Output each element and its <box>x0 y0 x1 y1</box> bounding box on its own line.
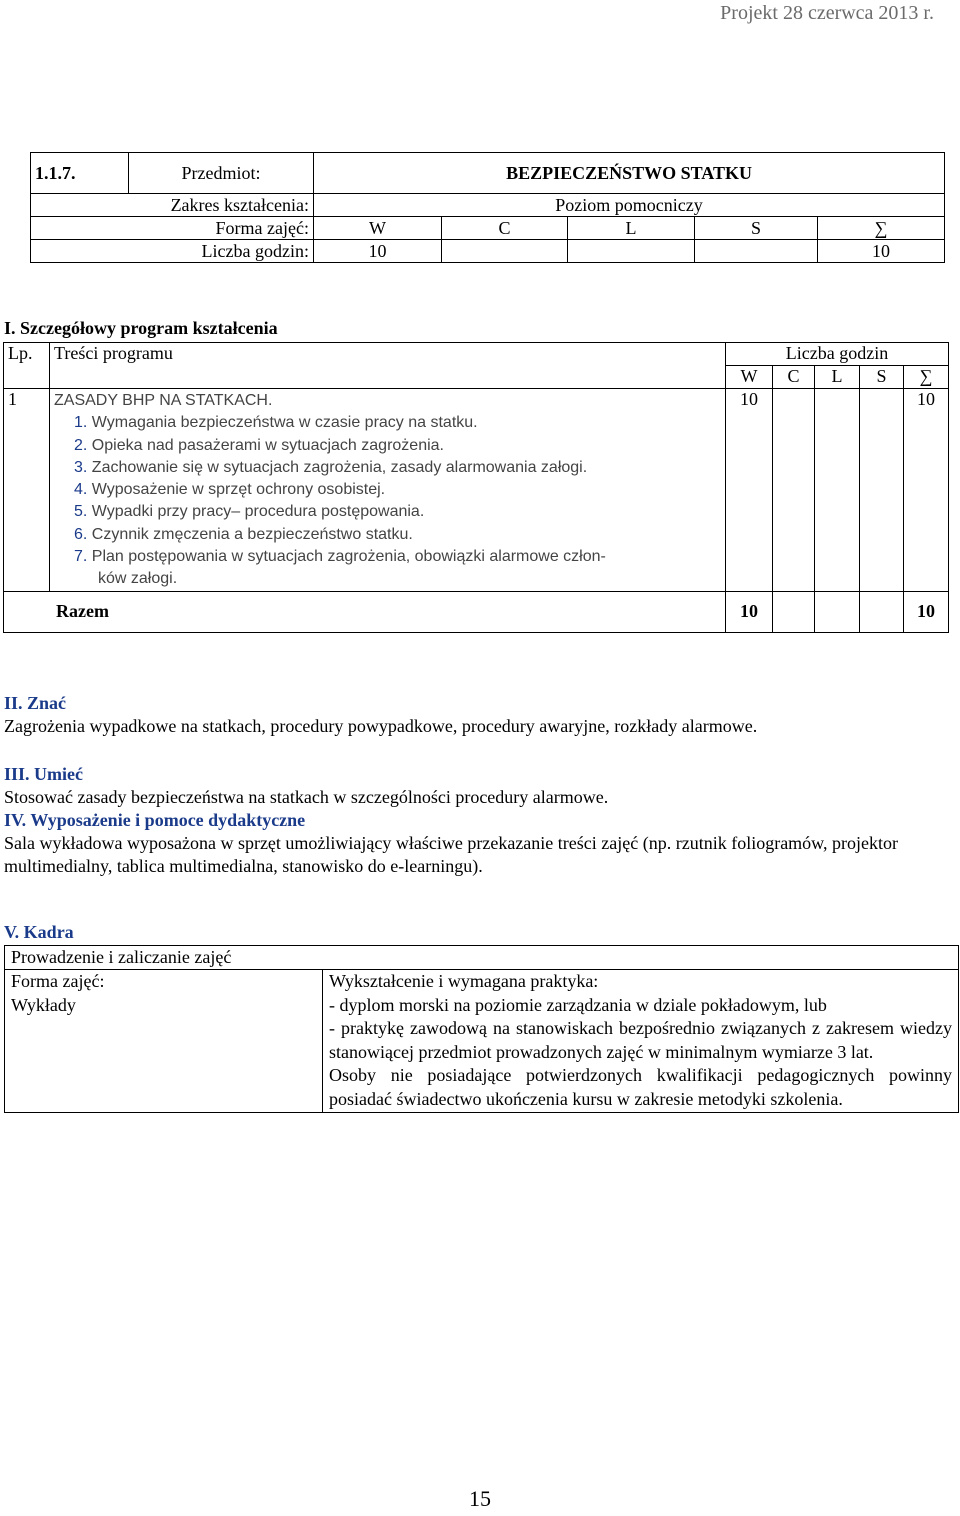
list-item: 1. Wymagania bezpieczeństwa w czasie pracy na statku. <box>74 414 478 432</box>
hour-col-w: W <box>726 366 773 389</box>
total-row <box>4 591 949 632</box>
row-lp: 1 <box>4 389 50 592</box>
list-item-continuation: ków załogi. <box>98 570 178 588</box>
list-item: 7. Plan postępowania w sytuacjach zagrożenia, obowiązki alarmowe człon- <box>74 548 606 566</box>
staff-edu-line2: - praktykę zawodową na stanowiskach bezpośrednio związanych z zakresem wiedzy stanowiącej przedmiot prowadzonych zajęć w minimalnym wymiarze 3 lat. <box>329 1018 953 1062</box>
program-section-title: I. Szczegółowy program kształcenia <box>4 318 278 338</box>
staff-title: V. Kadra <box>4 922 74 942</box>
skills-section <box>4 763 944 809</box>
form-label: Forma zajęć: <box>31 217 314 240</box>
col-hours: Liczba godzin <box>726 343 949 366</box>
list-item: 3. Zachowanie się w sytuacjach zagrożenia, zasady alarmowania załogi. <box>74 458 588 476</box>
skills-text: Stosować zasady bezpieczeństwa na statkach w szczególności procedury alarmowe. <box>4 787 609 807</box>
list-item: 2. Opieka nad pasażerami w sytuacjach zagrożenia. <box>74 436 444 454</box>
row-title: ZASADY BHP NA STATKACH. <box>54 392 273 409</box>
total-sum: 10 <box>904 591 949 632</box>
staff-header: Prowadzenie i zaliczanie zajęć <box>5 946 959 970</box>
form-col-w: W <box>314 217 442 240</box>
staff-form-value: Wykłady <box>11 994 76 1015</box>
staff-table <box>4 945 959 1113</box>
subject-info-table <box>30 152 945 263</box>
equipment-section <box>4 809 944 878</box>
staff-edu-label: Wykształcenie i wymagana praktyka: <box>329 971 599 991</box>
page-number: 15 <box>469 1486 491 1511</box>
form-col-l: L <box>568 217 695 240</box>
form-col-s: S <box>695 217 818 240</box>
row-hours-w: 10 <box>726 389 773 592</box>
staff-edu-line3: Osoby nie posiadające potwierdzonych kwalifikacji pedagogicznych powinny posiadać świadectwo ukończenia kursu w zakresie metodyki szkolenia. <box>329 1065 953 1109</box>
program-row <box>4 389 949 592</box>
know-text: Zagrożenia wypadkowe na statkach, procedury powypadkowe, procedury awaryjne, rozkłady alarmowe. <box>4 716 758 736</box>
hour-col-sum: ∑ <box>904 366 949 389</box>
col-lp: Lp. <box>4 343 50 389</box>
know-title: II. Znać <box>4 693 67 713</box>
document-header: Projekt 28 czerwca 2013 r. <box>720 2 934 24</box>
skills-title: III. Umieć <box>4 764 83 784</box>
hour-col-s: S <box>860 366 904 389</box>
subject-name: BEZPIECZEŃSTWO STATKU <box>314 153 945 194</box>
scope-label: Zakres kształcenia: <box>31 194 314 217</box>
hour-col-l: L <box>815 366 860 389</box>
hours-sum: 10 <box>818 240 945 263</box>
scope-value: Poziom pomocniczy <box>314 194 945 217</box>
staff-form-label: Forma zajęć: <box>11 971 105 991</box>
list-item: 5. Wypadki przy pracy– procedura postępowania. <box>74 503 425 521</box>
hours-w: 10 <box>314 240 442 263</box>
list-item: 4. Wyposażenie w sprzęt ochrony osobistej. <box>74 481 386 499</box>
program-table <box>3 342 949 633</box>
know-section <box>4 692 944 738</box>
equipment-title: IV. Wyposażenie i pomoce dydaktyczne <box>4 810 306 830</box>
col-content: Treści programu <box>50 343 726 389</box>
staff-edu-line1: - dyplom morski na poziomie zarządzania w dziale pokładowym, lub <box>329 994 827 1015</box>
row-hours-sum: 10 <box>904 389 949 592</box>
list-item: 6. Czynnik zmęczenia a bezpieczeństwo statku. <box>74 525 413 543</box>
hour-col-c: C <box>773 366 815 389</box>
form-col-c: C <box>442 217 568 240</box>
subject-number: 1.1.7. <box>31 153 129 194</box>
total-w: 10 <box>726 591 773 632</box>
hours-label: Liczba godzin: <box>31 240 314 263</box>
form-col-sum: ∑ <box>818 217 945 240</box>
total-label: Razem <box>4 591 726 632</box>
subject-label: Przedmiot: <box>129 153 314 194</box>
equipment-text: Sala wykładowa wyposażona w sprzęt umożliwiający właściwe przekazanie treści zajęć (np. rzutnik foliogramów, projektor multimedialny, tablica multimedialna, stanowisko do e-learningu). <box>4 833 898 876</box>
